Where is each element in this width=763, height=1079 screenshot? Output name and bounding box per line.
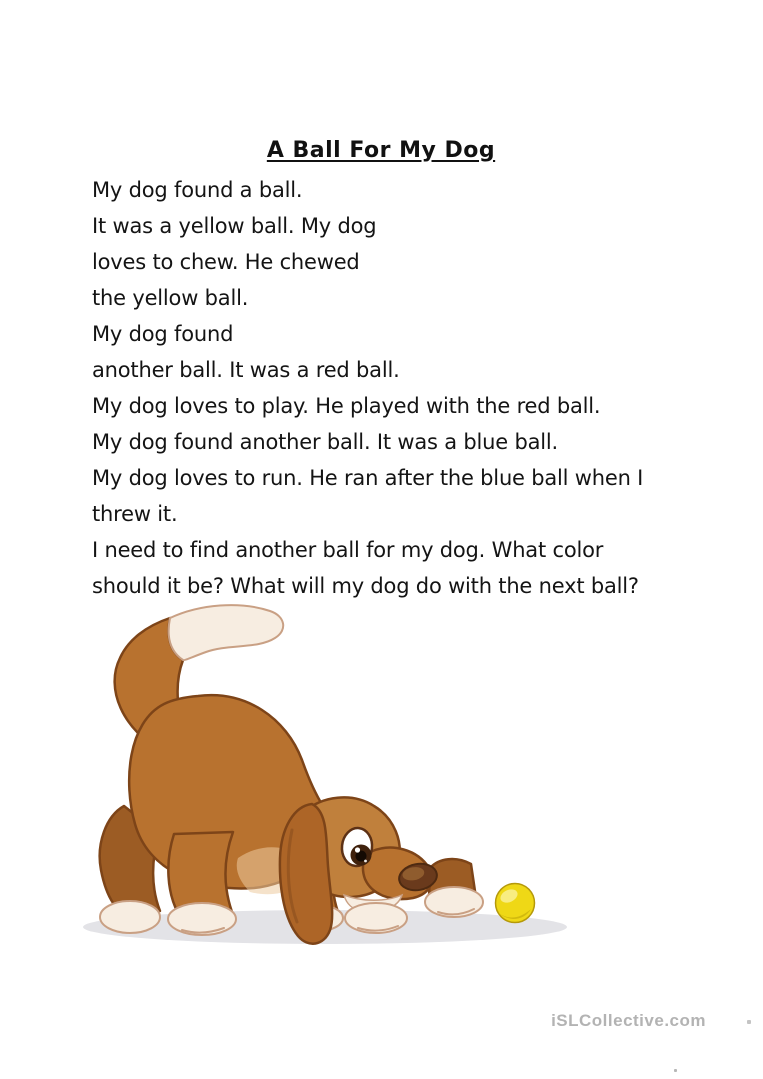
story-line: the yellow ball. — [92, 286, 249, 310]
story-line: My dog found another ball. It was a blue ball. — [92, 430, 559, 454]
story-line: another ball. It was a red ball. — [92, 358, 400, 382]
story-line: threw it. — [92, 502, 178, 526]
story-line: I need to find another ball for my dog. What color — [92, 538, 604, 562]
story-line: My dog loves to run. He ran after the blue ball when I — [92, 466, 644, 490]
islcollective-watermark: iSLCollective.com — [551, 1011, 706, 1030]
story-text — [92, 172, 692, 604]
dog-far-hind-paw — [100, 901, 160, 933]
dog-eye-glint-small — [364, 860, 367, 863]
story-line: My dog found a ball. — [92, 178, 303, 202]
dog-near-hind-leg — [168, 832, 233, 913]
dog-illustration — [78, 600, 578, 955]
dog-eye-glint — [355, 847, 360, 852]
story-line: loves to chew. He chewed — [92, 250, 360, 274]
story-line: My dog loves to play. He played with the red ball. — [92, 394, 601, 418]
story-line: should it be? What will my dog do with the next ball? — [92, 574, 639, 598]
dog-far-front-paw — [425, 887, 483, 917]
worksheet-title: A Ball For My Dog — [266, 138, 496, 163]
speck-dot — [747, 1020, 751, 1024]
dog-tail-cream-tip — [169, 605, 284, 660]
dog-near-hind-paw — [168, 903, 236, 935]
dog-chin-paw — [345, 903, 407, 933]
story-line: My dog found — [92, 322, 234, 346]
yellow-ball — [496, 884, 535, 923]
story-line: It was a yellow ball. My dog — [92, 214, 377, 238]
speck-dot — [674, 1069, 677, 1072]
